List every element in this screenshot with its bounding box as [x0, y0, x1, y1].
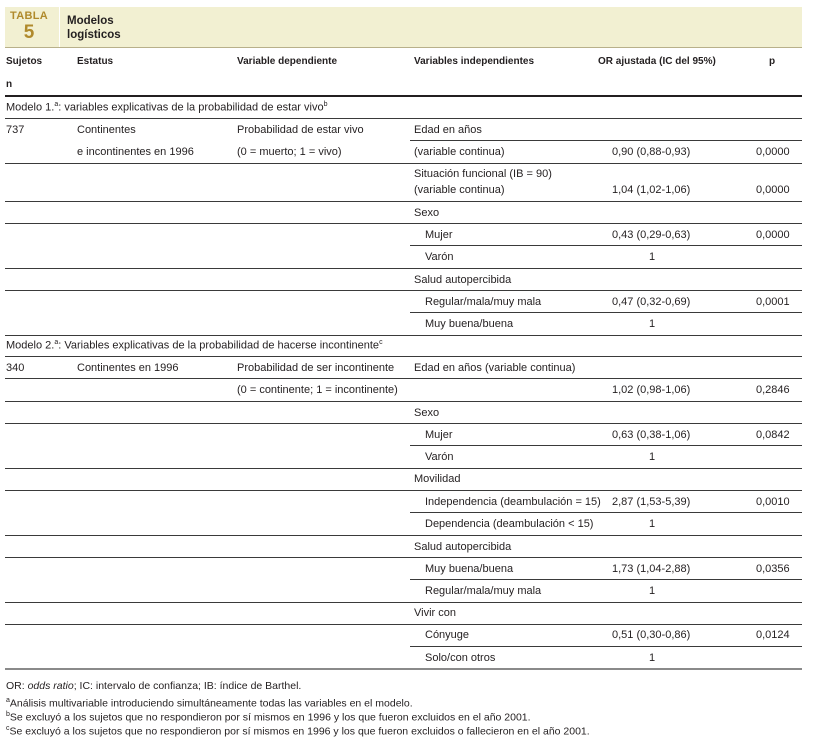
table-title — [67, 14, 121, 42]
table-row: Sexo — [414, 207, 440, 219]
table-label-word: TABLA — [10, 10, 48, 22]
or-value: 2,87 (1,53-5,39) — [612, 496, 691, 508]
p-value: 0,0000 — [756, 229, 790, 241]
or-value: 1,02 (0,98-1,06) — [612, 384, 691, 396]
row-rule — [410, 245, 802, 246]
model1-title-rule — [5, 118, 802, 119]
row-rule — [5, 624, 802, 625]
table-row: Mujer — [425, 429, 453, 441]
model2-dep-2: (0 = continente; 1 = incontinente) — [237, 384, 398, 396]
model1-dep-2: (0 = muerto; 1 = vivo) — [237, 146, 342, 158]
row-rule — [410, 512, 802, 513]
header-rule — [5, 95, 802, 97]
model2-n: 340 — [6, 362, 25, 374]
footnote-abbreviations: OR: odds ratio; IC: intervalo de confianza; IB: índice de Barthel. — [6, 680, 302, 692]
col-sujetos: Sujetos — [6, 56, 43, 67]
table-row: Movilidad — [414, 473, 461, 485]
table-row: Situación funcional (IB = 90) — [414, 168, 552, 180]
row-rule — [5, 223, 802, 224]
table-row: (variable continua) — [414, 184, 505, 196]
or-value: 0,43 (0,29-0,63) — [612, 229, 691, 241]
col-variable-dependiente: Variable dependiente — [237, 56, 338, 67]
row-rule — [5, 268, 802, 269]
model2-status-1: Continentes en 1996 — [77, 362, 179, 374]
table-row: Independencia (deambulación = 15) — [425, 496, 601, 508]
or-value: 1 — [649, 318, 656, 330]
row-rule — [410, 140, 802, 141]
table-row: Vivir con — [414, 607, 456, 619]
or-value: 1 — [649, 251, 656, 263]
row-rule — [410, 445, 802, 446]
p-value: 0,0010 — [756, 496, 790, 508]
col-or-ajustada: OR ajustada (IC del 95%) — [598, 56, 716, 67]
table-row: Muy buena/buena — [425, 563, 514, 575]
col-sujetos-n: n — [6, 79, 13, 90]
footnote-b: $^b$Se excluyó a los sujetos que no respondieron por sí mismos en 1996 y los que fueron excluidos en el año 2001. — [6, 711, 531, 724]
table-row: Varón — [425, 451, 454, 463]
p-value: 0,0842 — [756, 429, 790, 441]
header-separator — [59, 7, 60, 47]
row-rule — [5, 535, 802, 536]
table-row: Edad en años — [414, 124, 482, 136]
table-title-line1: Modelos — [67, 15, 114, 27]
table-header-band — [5, 7, 802, 48]
table-row: Sexo — [414, 407, 440, 419]
table-title-line2: logísticos — [67, 29, 121, 41]
table-row: Varón — [425, 251, 454, 263]
row-rule — [5, 290, 802, 291]
row-rule — [5, 602, 802, 603]
row-rule — [5, 401, 802, 402]
table-row: Regular/mala/muy mala — [425, 296, 542, 308]
row-rule — [5, 378, 802, 379]
or-value: 1 — [649, 585, 656, 597]
row-rule — [5, 163, 802, 164]
p-value: 0,2846 — [756, 384, 790, 396]
table-row: Salud autopercibida — [414, 274, 512, 286]
col-variables-independientes: Variables independientes — [414, 56, 535, 67]
table-row: Solo/con otros — [425, 652, 496, 664]
row-rule — [5, 557, 802, 558]
model1-title: Modelo 1.$^a$: variables explicativas de la probabilidad de estar vivo$^b$ — [6, 101, 328, 114]
or-value: 0,90 (0,88-0,93) — [612, 146, 691, 158]
or-value: 0,63 (0,38-1,06) — [612, 429, 691, 441]
table-row: Cónyuge — [425, 629, 470, 641]
table-row: Salud autopercibida — [414, 541, 512, 553]
col-p: p — [769, 56, 776, 67]
table-row: Edad en años (variable continua) — [414, 362, 576, 374]
or-value: 1 — [649, 652, 656, 664]
model2-title-rule — [5, 356, 802, 357]
table-label — [5, 7, 53, 47]
or-value: 0,51 (0,30-0,86) — [612, 629, 691, 641]
table-row: Muy buena/buena — [425, 318, 514, 330]
p-value: 0,0356 — [756, 563, 790, 575]
row-rule — [410, 312, 802, 313]
col-estatus: Estatus — [77, 56, 114, 67]
row-rule — [5, 423, 802, 424]
row-rule — [410, 579, 802, 580]
model1-dep-1: Probabilidad de estar vivo — [237, 124, 364, 136]
table-row: Dependencia (deambulación < 15) — [425, 518, 594, 530]
footnote-a: $^a$Análisis multivariable introduciendo simultáneamente todas las variables en el modelo. — [6, 697, 413, 710]
table-number: 5 — [23, 22, 35, 43]
row-rule — [5, 201, 802, 202]
table-row: Regular/mala/muy mala — [425, 585, 542, 597]
model1-status-2: e incontinentes en 1996 — [77, 146, 194, 158]
table-bottom-rule — [5, 668, 802, 670]
or-value: 1 — [649, 518, 656, 530]
p-value: 0,0001 — [756, 296, 790, 308]
row-rule — [5, 490, 802, 491]
table-row: Mujer — [425, 229, 453, 241]
model1-n: 737 — [6, 124, 25, 136]
p-value: 0,0000 — [756, 146, 790, 158]
table-row: (variable continua) — [414, 146, 505, 158]
row-rule — [5, 335, 802, 336]
or-value: 1 — [649, 451, 656, 463]
model2-dep-1: Probabilidad de ser incontinente — [237, 362, 395, 374]
row-rule — [5, 468, 802, 469]
p-value: 0,0124 — [756, 629, 790, 641]
footnote-c: $^c$Se excluyó a los sujetos que no respondieron por sí mismos en 1996 y los que fueron excluidos o fallecieron en el año 2001. — [6, 725, 590, 738]
p-value: 0,0000 — [756, 184, 790, 196]
row-rule — [410, 646, 802, 647]
or-value: 0,47 (0,32-0,69) — [612, 296, 691, 308]
or-value: 1,04 (1,02-1,06) — [612, 184, 691, 196]
model1-status-1: Continentes — [77, 124, 136, 136]
model2-title: Modelo 2.$^a$: Variables explicativas de la probabilidad de hacerse incontinente$^c$ — [6, 339, 383, 352]
or-value: 1,73 (1,04-2,88) — [612, 563, 691, 575]
